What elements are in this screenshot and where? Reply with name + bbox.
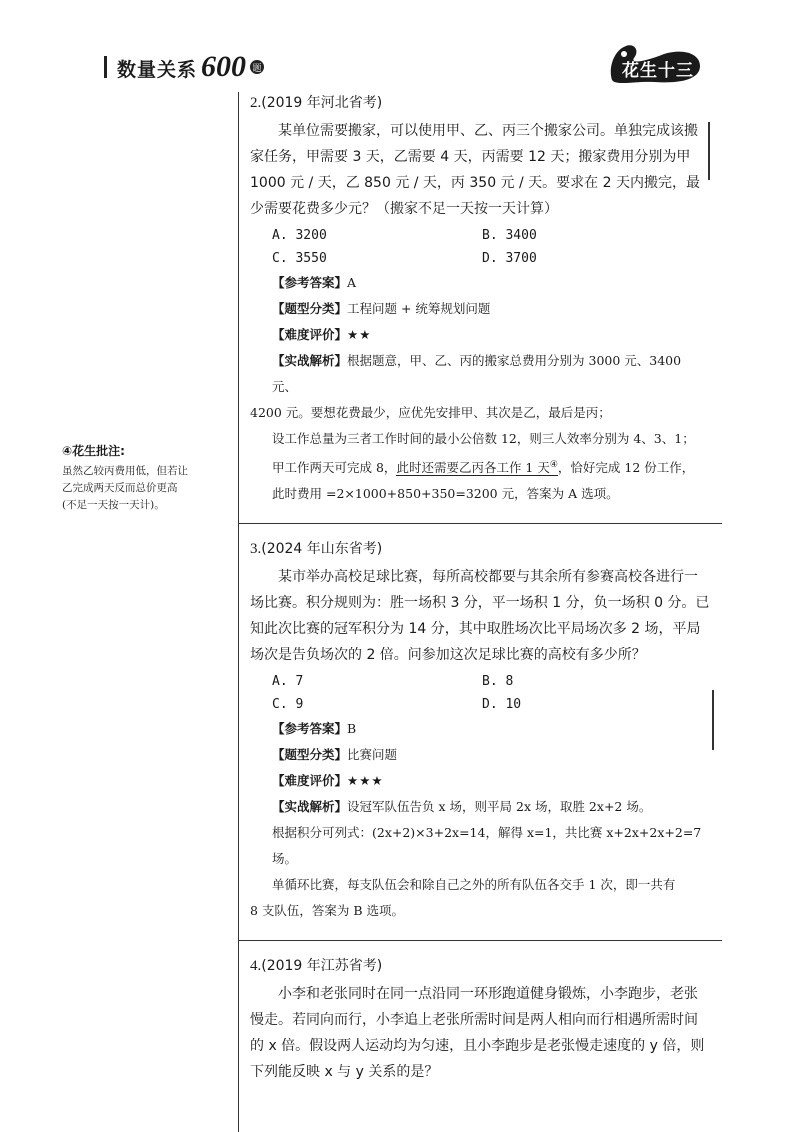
analysis-cont: 8 支队伍，答案为 B 选项。 (250, 903, 405, 919)
margin-note (62, 442, 232, 514)
book-title: 数量关系 (117, 59, 198, 81)
header-bar (104, 56, 107, 78)
question-source: (2024 年山东省考) (261, 541, 383, 558)
book-title-suffix: 题 (250, 60, 264, 74)
answer-line: 【参考答案】B (272, 721, 357, 737)
question-4 (250, 955, 710, 1085)
question-number: 2. (250, 95, 262, 111)
analysis: 【实战解析】根据题意，甲、乙、丙的搬家总费用分别为 3000 元、3400 元、 (272, 353, 682, 394)
option-d: D. 10 (482, 697, 522, 713)
type-line: 【题型分类】比赛问题 (272, 747, 398, 763)
analysis: 【实战解析】设冠军队伍告负 x 场，则平局 2x 场，取胜 2x+2 场。 根据积分可列式：(2x+2)×3+2x=14，解得 x=1，共比赛 x+2x+2x+2=7 场。 单循环比赛，每支队伍会和除自己之外的所有队伍各交手 1 次，即一共有 (272, 799, 702, 893)
note-line: 虽然乙较丙费用低，但若让 (62, 465, 188, 477)
underlined-text: 此时还需要乙丙各工作 1 天④ (396, 460, 558, 476)
question-source: (2019 年江苏省考) (261, 958, 383, 975)
option-a: A. 7 (272, 674, 304, 690)
question-2 (250, 92, 710, 507)
margin-divider (238, 92, 239, 1132)
answer-block (272, 716, 710, 898)
option-d: D. 3700 (482, 251, 537, 266)
side-mark (712, 690, 714, 750)
option-a: A. 3200 (272, 228, 327, 243)
answer-line: 【参考答案】A (272, 275, 357, 290)
option-c: C. 3550 (272, 251, 327, 266)
divider (238, 523, 722, 524)
question-source: (2019 年河北省考) (261, 95, 383, 111)
note-line: (不足一天按一天计)。 (62, 499, 165, 511)
answer-block (272, 270, 710, 400)
question-heading (250, 955, 710, 975)
divider (238, 940, 722, 941)
book-title-number: 600 (201, 50, 247, 83)
note-line: 乙完成两天反而总价更高 (62, 482, 178, 494)
note-ref: ④ (549, 460, 558, 470)
option-b: B. 3400 (482, 228, 537, 243)
main-content (250, 92, 710, 1085)
difficulty-line: 【难度评价】★★★ (272, 773, 384, 789)
book-header (104, 50, 264, 84)
option-b: B. 8 (482, 674, 514, 690)
option-c: C. 9 (272, 697, 304, 713)
question-text: 某单位需要搬家，可以使用甲、乙、丙三个搬家公司。单独完成该搬家任务，甲需要 3 天，乙需要 4 天，丙需要 12 天；搬家费用分别为甲 1000 元 / 天，乙 850 元 / 天，丙 350 元 / 天。要求在 2 天内搬完，最少需要花费多少元？（搬家不足一天按一天计算） (250, 123, 700, 217)
question-heading (250, 92, 710, 112)
star-rating: ★★★ (347, 773, 384, 789)
question-text: 某市举办高校足球比赛，每所高校都要与其余所有参赛高校各进行一场比赛。积分规则为：胜一场积 3 分，平一场积 1 分，负一场积 0 分。已知此次比赛的冠军积分为 14 分，其中取胜场次比平局场次多 2 场，平局场次是告负场次的 2 倍。问参加这次足球比赛的高校有多少所？ (250, 569, 710, 664)
note-title: ④花生批注: (62, 444, 125, 458)
options (272, 674, 710, 712)
options (272, 228, 710, 266)
question-number: 3. (250, 541, 262, 558)
question-3 (250, 538, 710, 924)
star-rating: ★★ (347, 327, 372, 342)
type-line: 【题型分类】工程问题 + 统筹规划问题 (272, 301, 491, 316)
logo-text: 花生十三 (622, 61, 694, 81)
question-number: 4. (250, 958, 262, 975)
difficulty-line: 【难度评价】★★ (272, 327, 372, 342)
question-text: 小李和老张同时在同一点沿同一环形跑道健身锻炼，小李跑步，老张慢走。若同向而行，小李追上老张所需时间是两人相向而行相遇所需时间的 x 倍。假设两人运动均为匀速，且小李跑步是老张慢走速度的 y 倍，则下列能反映 x 与 y 关系的是？ (250, 986, 705, 1081)
question-heading (250, 538, 710, 558)
analysis-cont: 4200 元。要想花费最少，应优先安排甲、其次是乙，最后是丙； 设工作总量为三者工作时间的最小公倍数 12，则三人效率分别为 4、3、1； 甲工作两天可完成 8，此时还需要乙丙各工作 1 天④，恰好完成 12 份工作， 此时费用 =2×1000+850+350=3200 元，答案为 A 选项。 (250, 405, 695, 502)
